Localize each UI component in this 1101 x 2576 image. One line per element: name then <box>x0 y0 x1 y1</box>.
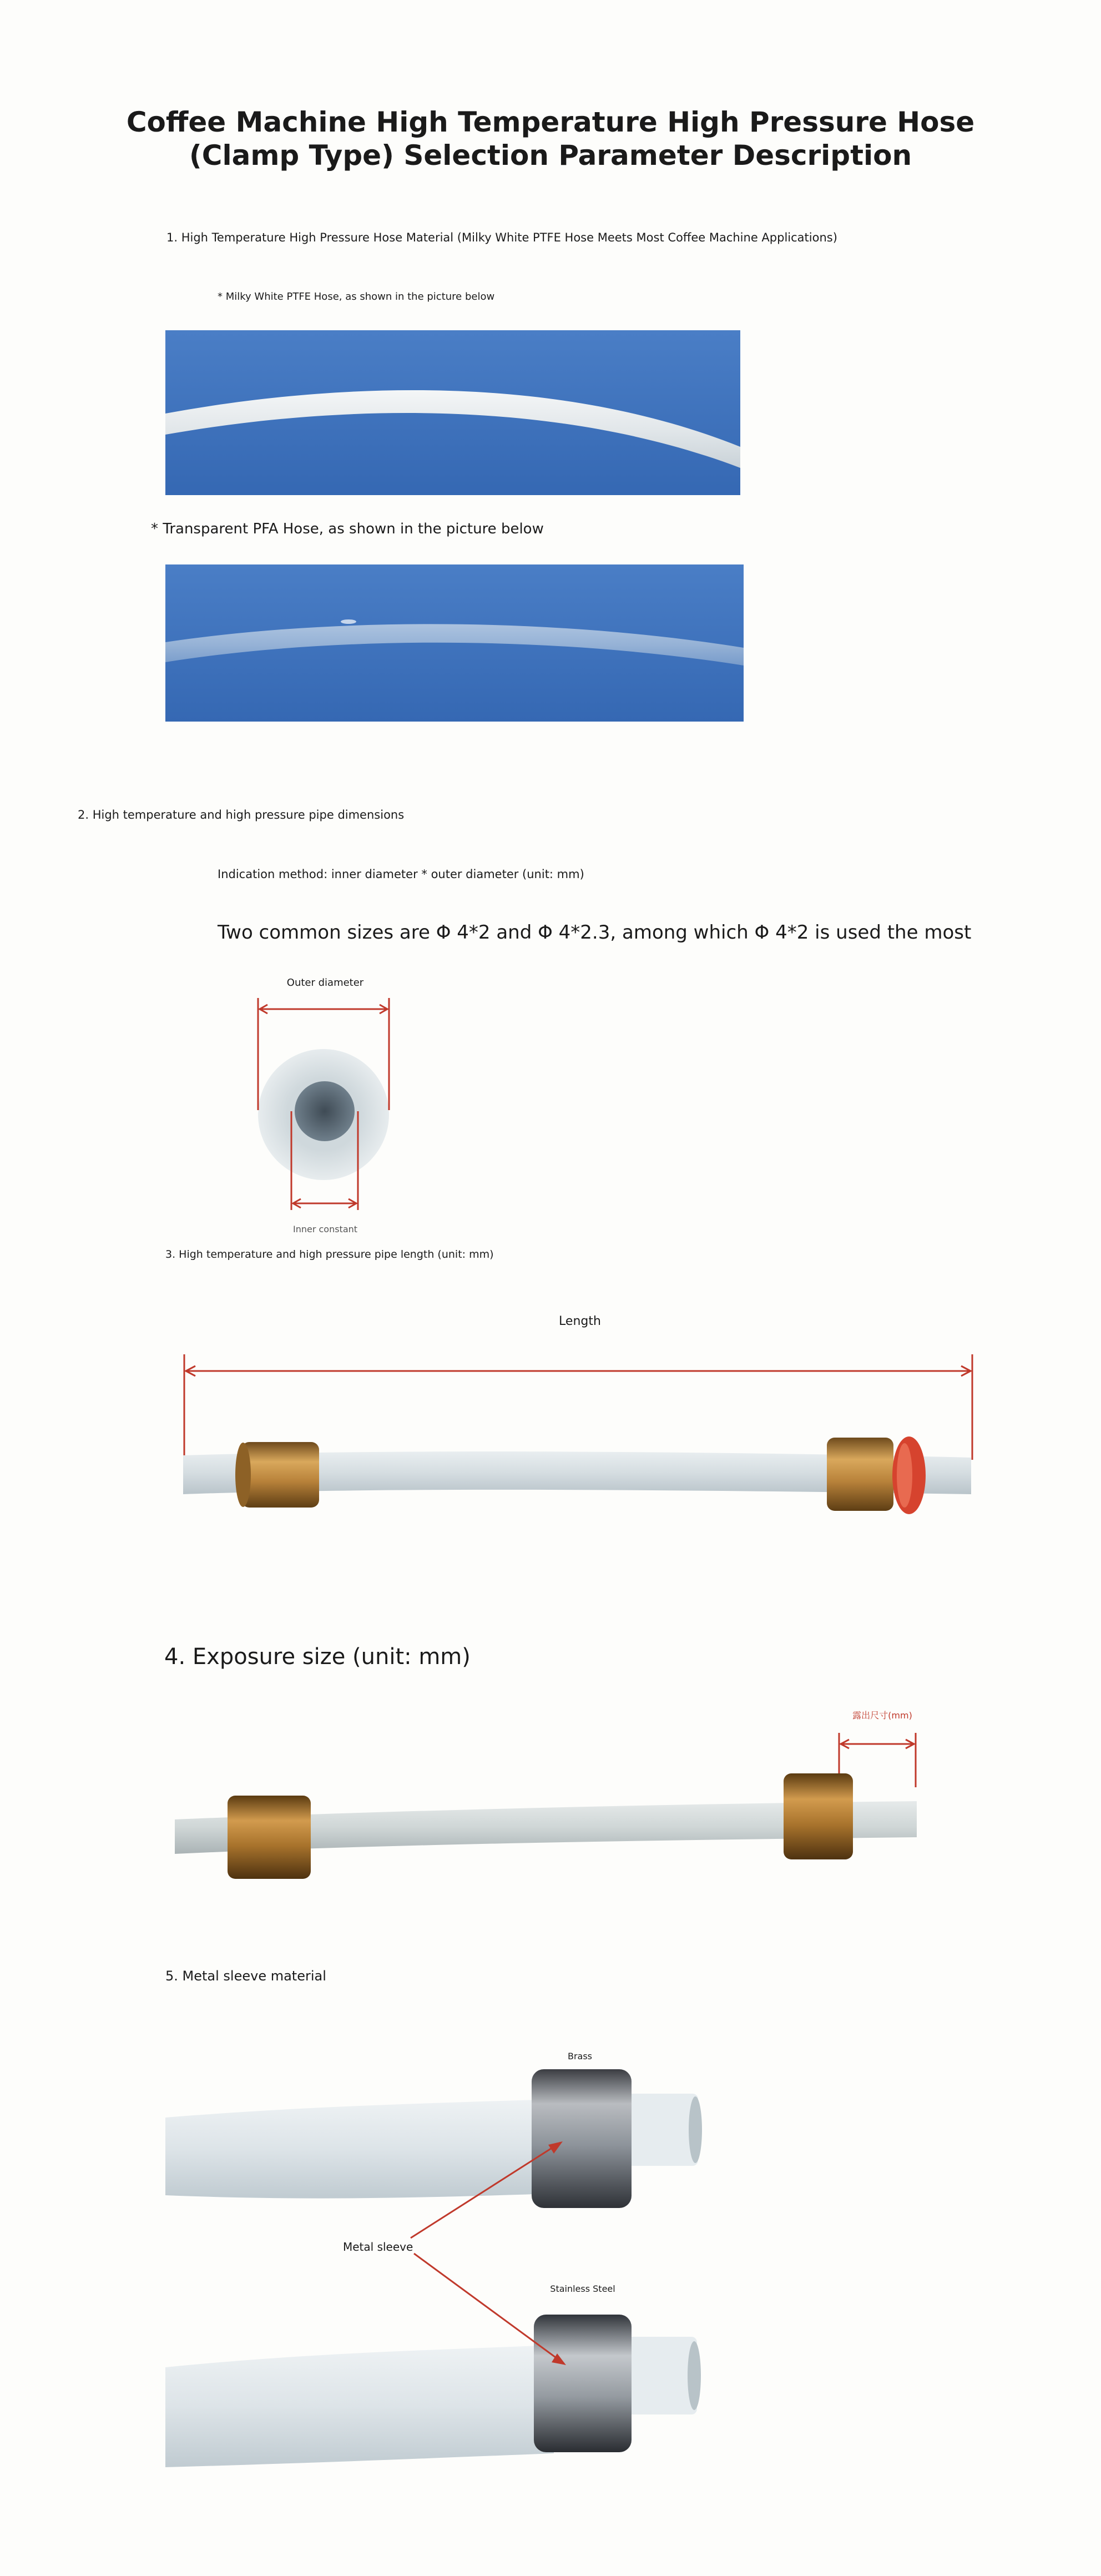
page-title <box>0 105 1101 172</box>
indication-method: Indication method: inner diameter * outer diameter (unit: mm) <box>218 868 584 881</box>
exposure-label: 露出尺寸(mm) <box>852 1710 912 1721</box>
section3-heading: 3. High temperature and high pressure pipe length (unit: mm) <box>165 1248 494 1261</box>
diameter-diagram <box>244 988 411 1221</box>
ptfe-caption: * Milky White PTFE Hose, as shown in the picture below <box>218 291 495 303</box>
common-sizes: Two common sizes are Φ 4*2 and Φ 4*2.3, among which Φ 4*2 is used the most <box>218 921 972 944</box>
title-line-2: (Clamp Type) Selection Parameter Description <box>189 139 912 172</box>
section5-heading: 5. Metal sleeve material <box>165 1968 326 1984</box>
length-diagram <box>178 1349 982 1532</box>
metal-sleeve-label: Metal sleeve <box>343 2240 413 2254</box>
brass-label: Brass <box>567 2051 593 2061</box>
sleeve-material-diagram <box>165 2059 748 2476</box>
pfa-caption: * Transparent PFA Hose, as shown in the picture below <box>151 521 544 537</box>
ptfe-hose-photo <box>165 330 740 495</box>
outer-diameter-label: Outer diameter <box>286 977 364 989</box>
pfa-hose-photo <box>165 564 744 722</box>
length-label: Length <box>559 1314 601 1328</box>
exposure-diagram <box>166 1721 943 1887</box>
section2-heading: 2. High temperature and high pressure pipe dimensions <box>78 808 405 821</box>
title-line-1: Coffee Machine High Temperature High Pressure Hose <box>126 106 975 138</box>
inner-diameter-label: Inner constant <box>292 1224 358 1234</box>
section4-heading: 4. Exposure size (unit: mm) <box>164 1644 471 1670</box>
stainless-steel-label: Stainless Steel <box>550 2283 615 2294</box>
section1-heading: 1. High Temperature High Pressure Hose Material (Milky White PTFE Hose Meets Most Coffee Machine Applications) <box>166 231 837 244</box>
